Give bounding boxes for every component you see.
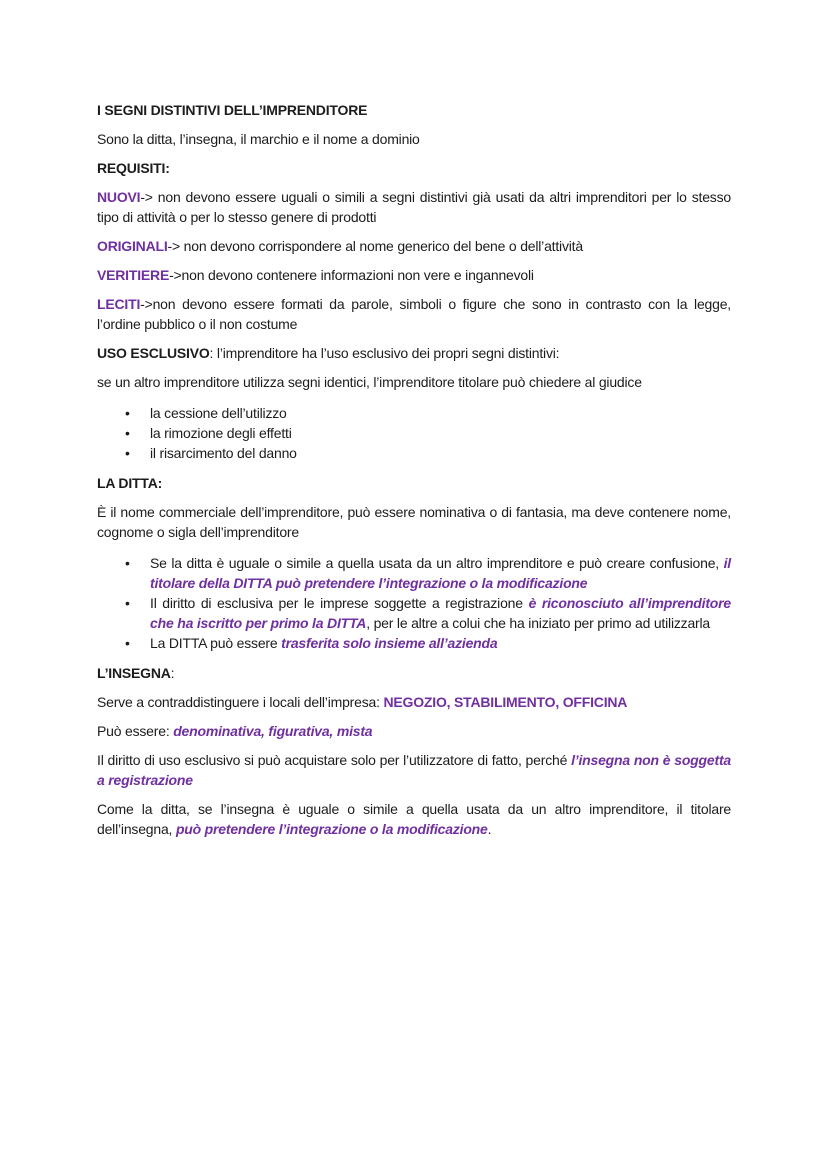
uso-esclusivo-sub: se un altro imprenditore utilizza segni identici, l’imprenditore titolare può chiedere al giudice xyxy=(97,374,642,390)
bullet-marker: • xyxy=(125,595,130,611)
paragraph-emphasis: denominativa, figurativa, mista xyxy=(173,723,373,739)
paragraph-text: Può essere: xyxy=(97,723,174,739)
insegna-heading-colon: : xyxy=(170,665,175,681)
paragraph-emphasis: l’insegna non è soggetta a registrazione xyxy=(97,752,731,788)
requirement-nuovi xyxy=(97,187,731,227)
list-item xyxy=(97,403,731,423)
doc-title: I SEGNI DISTINTIVI DELL’IMPRENDITORE xyxy=(97,102,368,118)
list-item xyxy=(97,443,731,463)
requirement-text: -> non devono corrispondere al nome generico del bene o dell’attività xyxy=(167,238,583,254)
paragraph-emphasis: può pretendere l’integrazione o la modificazione xyxy=(175,821,488,837)
list-item xyxy=(97,633,731,653)
bullet-marker: • xyxy=(125,555,130,571)
remedy-list xyxy=(97,403,731,463)
uso-esclusivo-text: : l’imprenditore ha l’uso esclusivo dei propri segni distintivi: xyxy=(209,345,560,361)
term-leciti: LECITI xyxy=(97,296,141,312)
uso-esclusivo-label: USO ESCLUSIVO xyxy=(97,345,210,361)
insegna-come-paragraph xyxy=(97,799,731,839)
paragraph-text: . xyxy=(487,821,492,837)
list-item-emphasis: trasferita solo insieme all’azienda xyxy=(281,635,498,651)
paragraph-text: Come la ditta, se l’insegna è uguale o simile a quella usata da un altro imprenditore, il titolare dell’insegna, xyxy=(97,801,731,837)
insegna-heading xyxy=(97,663,731,683)
insegna-serve-paragraph xyxy=(97,692,731,712)
bullet-marker: • xyxy=(125,425,130,441)
requirement-text: -> non devono essere uguali o simili a segni distintivi già usati da altri imprenditori per lo stesso tipo di attività o per lo stesso genere di prodotti xyxy=(97,189,731,225)
insegna-heading-label: L’INSEGNA xyxy=(97,665,171,681)
requirement-text: ->non devono contenere informazioni non vere e ingannevoli xyxy=(169,267,534,283)
ditta-description: È il nome commerciale dell’imprenditore, può essere nominativa o di fantasia, ma deve contenere nome, cognome o sigla dell’imprenditore xyxy=(97,504,731,540)
list-item-text: la rimozione degli effetti xyxy=(150,425,292,441)
list-item-text: Se la ditta è uguale o simile a quella usata da un altro imprenditore e può creare confusione, xyxy=(150,555,724,571)
term-veritiere: VERITIERE xyxy=(97,267,170,283)
requirement-leciti xyxy=(97,294,731,334)
requirement-originali xyxy=(97,236,731,256)
list-item xyxy=(97,553,731,593)
bullet-marker: • xyxy=(125,405,130,421)
list-item xyxy=(97,593,731,633)
intro-paragraph: Sono la ditta, l’insegna, il marchio e il nome a dominio xyxy=(97,131,420,147)
term-originali: ORIGINALI xyxy=(97,238,168,254)
paragraph-text: Serve a contraddistinguere i locali dell’impresa: xyxy=(97,694,384,710)
ditta-point-list xyxy=(97,553,731,653)
list-item-text: La DITTA può essere xyxy=(150,635,282,651)
ditta-heading: LA DITTA: xyxy=(97,475,163,491)
insegna-tipo-paragraph xyxy=(97,721,731,741)
insegna-diritto-paragraph xyxy=(97,750,731,790)
requirement-text: ->non devono essere formati da parole, simboli o figure che sono in contrasto con la legge, l’ordine pubblico o il non costume xyxy=(97,296,731,332)
requirement-veritiere xyxy=(97,265,731,285)
bullet-marker: • xyxy=(125,635,130,651)
list-item-text: il risarcimento del danno xyxy=(150,445,297,461)
list-item-emphasis: il titolare della DITTA può pretendere l’integrazione o la modificazione xyxy=(150,555,731,591)
term-nuovi: NUOVI xyxy=(97,189,141,205)
bullet-marker: • xyxy=(125,445,130,461)
requisiti-heading: REQUISITI: xyxy=(97,160,170,176)
list-item-emphasis: è riconosciuto all’imprenditore che ha iscritto per primo la DITTA xyxy=(150,595,731,631)
uso-esclusivo-paragraph xyxy=(97,343,731,363)
list-item xyxy=(97,423,731,443)
list-item-text: , per le altre a colui che ha iniziato per primo ad utilizzarla xyxy=(366,615,711,631)
paragraph-text: Il diritto di uso esclusivo si può acquistare solo per l’utilizzatore di fatto, perché xyxy=(97,752,572,768)
list-item-text: Il diritto di esclusiva per le imprese soggette a registrazione xyxy=(150,595,529,611)
list-item-text: la cessione dell’utilizzo xyxy=(150,405,287,421)
paragraph-emphasis: NEGOZIO, STABILIMENTO, OFFICINA xyxy=(383,694,628,710)
